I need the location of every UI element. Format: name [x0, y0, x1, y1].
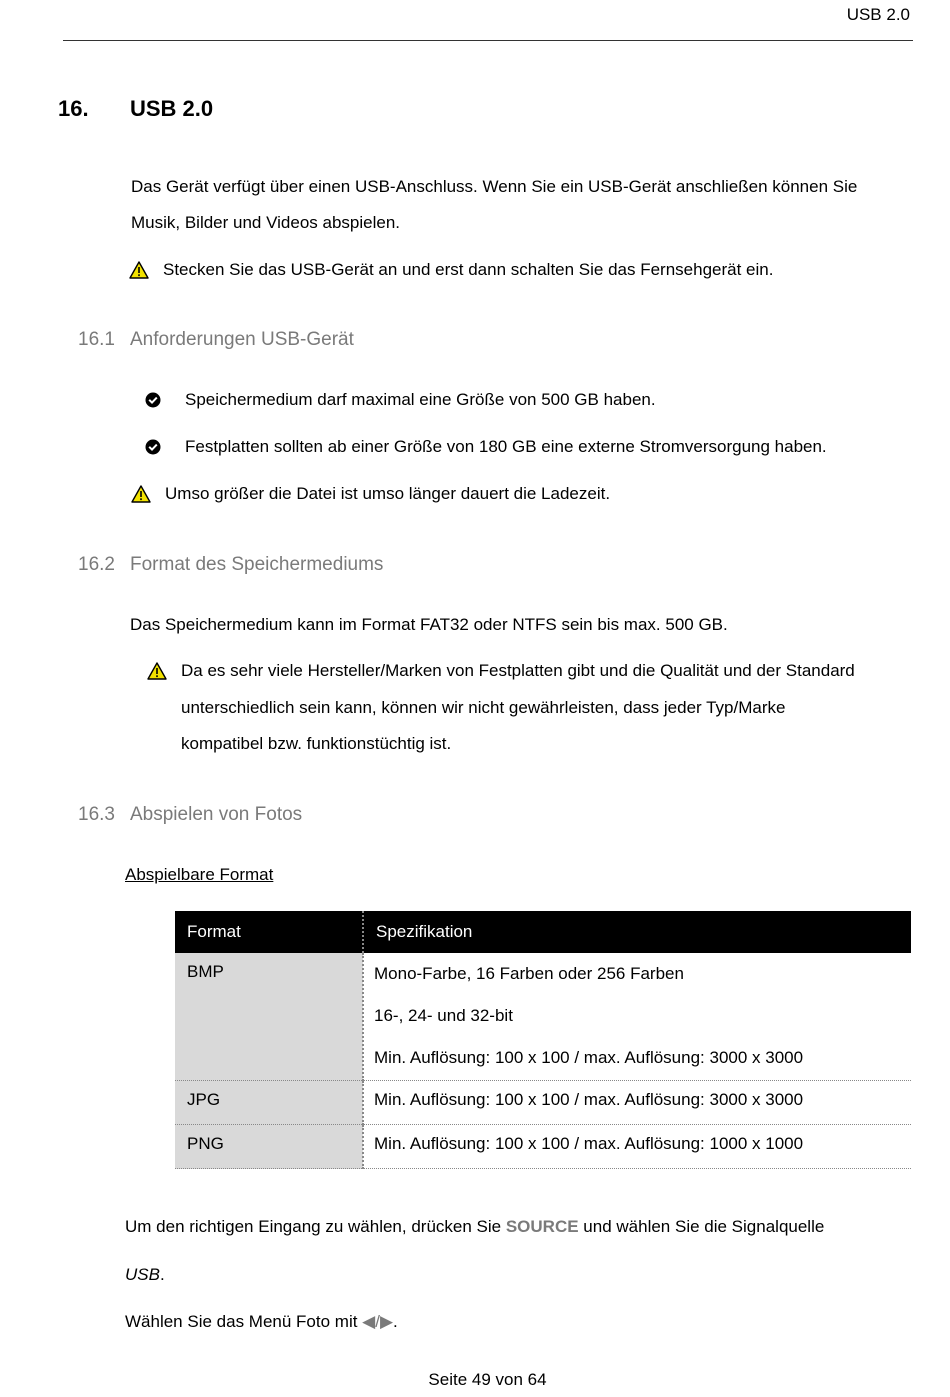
- format-warning-line-2: unterschiedlich sein kann, können wir nicht gewährleisten, dass jeder Typ/Marke: [181, 698, 786, 717]
- requirement-bullet-1: Speichermedium darf maximal eine Größe von 500 GB haben.: [185, 390, 656, 409]
- instruction-text: und wählen Sie die Signalquelle: [578, 1217, 825, 1236]
- table-cell-spec: [363, 953, 911, 1081]
- running-header: USB 2.0: [846, 5, 910, 24]
- requirement-bullet-2: Festplatten sollten ab einer Größe von 180 GB eine externe Stromversorgung haben.: [185, 437, 827, 456]
- intro-line-1: Das Gerät verfügt über einen USB-Anschluss. Wenn Sie ein USB-Gerät anschließen können Sie: [131, 177, 858, 196]
- format-text: Das Speichermedium kann im Format FAT32 oder NTFS sein bis max. 500 GB.: [130, 615, 728, 634]
- warning-icon: [129, 261, 149, 279]
- format-warning-line-3: kompatibel bzw. funktionstüchtig ist.: [181, 734, 452, 753]
- table-cell-spec: Min. Auflösung: 100 x 100 / max. Auflösung: 3000 x 3000: [363, 1081, 911, 1125]
- table-row: [175, 953, 911, 1081]
- check-circle-icon: [145, 392, 161, 408]
- format-table: [175, 911, 911, 1169]
- header-rule: [63, 40, 913, 41]
- instruction-text: Um den richtigen Eingang zu wählen, drücken Sie: [125, 1217, 506, 1236]
- menu-text: Wählen Sie das Menü Foto mit: [125, 1312, 363, 1331]
- table-row: [175, 1125, 911, 1169]
- table-cell-spec: Min. Auflösung: 100 x 100 / max. Auflösung: 1000 x 1000: [363, 1125, 911, 1169]
- section-3-title: Abspielen von Fotos: [130, 804, 303, 825]
- intro-warning-text: Stecken Sie das USB-Gerät an und erst dann schalten Sie das Fernsehgerät ein.: [163, 260, 774, 279]
- source-key: SOURCE: [505, 1217, 579, 1236]
- requirement-warning-text: Umso größer die Datei ist umso länger dauert die Ladezeit.: [165, 484, 611, 503]
- spec-line: Min. Auflösung: 100 x 100 / max. Auflösung: 3000 x 3000: [374, 1048, 804, 1067]
- table-header-cell: Format: [175, 911, 363, 953]
- page-number-footer: Seite 49 von 64: [428, 1370, 547, 1389]
- table-cell-format: BMP: [175, 953, 363, 1081]
- instruction-end: .: [159, 1265, 165, 1284]
- warning-icon: [147, 662, 167, 680]
- section-1-title: Anforderungen USB-Gerät: [130, 329, 354, 350]
- chapter-title: USB 2.0: [130, 96, 214, 121]
- section-2-number: 16.2: [78, 554, 115, 575]
- left-right-arrow-icon: ◀/▶: [362, 1312, 394, 1331]
- spec-line: 16-, 24- und 32-bit: [374, 1006, 513, 1025]
- menu-instruction: [125, 1312, 398, 1332]
- table-cell-format: PNG: [175, 1125, 363, 1169]
- instruction-line-2: [125, 1265, 165, 1285]
- table-header-cell: Spezifikation: [363, 911, 911, 953]
- check-circle-icon: [145, 439, 161, 455]
- section-1-number: 16.1: [78, 329, 115, 350]
- menu-end: .: [393, 1312, 398, 1331]
- section-2-title: Format des Speichermediums: [130, 554, 384, 575]
- intro-line-2: Musik, Bilder und Videos abspielen.: [131, 213, 401, 232]
- format-warning-line-1: Da es sehr viele Hersteller/Marken von Festplatten gibt und die Qualität und der Standard: [181, 661, 855, 680]
- section-3-number: 16.3: [78, 804, 115, 825]
- chapter-number: 16.: [58, 96, 89, 121]
- instruction-line-1: [125, 1217, 824, 1237]
- signal-source-usb: USB: [125, 1265, 160, 1284]
- table-cell-format: JPG: [175, 1081, 363, 1125]
- playable-format-subheading: Abspielbare Format: [125, 865, 274, 884]
- spec-line: Mono-Farbe, 16 Farben oder 256 Farben: [374, 964, 684, 983]
- warning-icon: [131, 485, 151, 503]
- table-row: [175, 1081, 911, 1125]
- table-header-row: [175, 911, 911, 953]
